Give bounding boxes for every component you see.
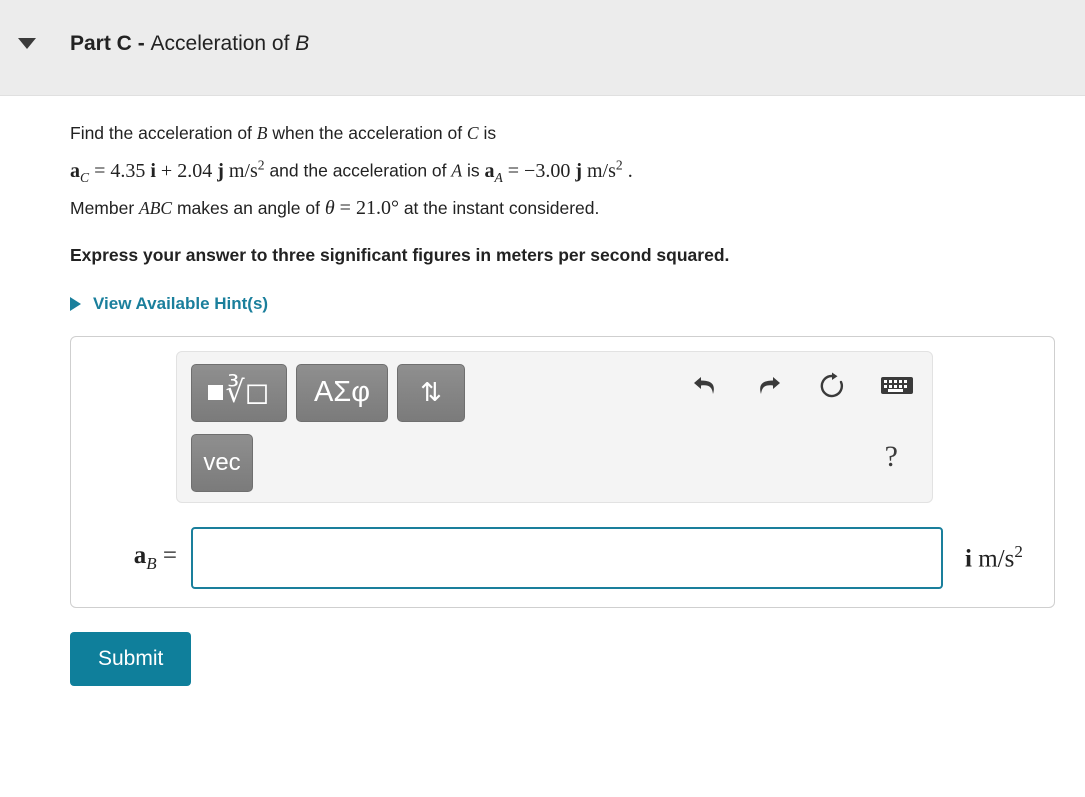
i-hat-1: i xyxy=(150,159,156,182)
sqrt-icon xyxy=(208,375,270,409)
part-label: Part C xyxy=(70,32,132,55)
undo-icon[interactable] xyxy=(690,373,720,399)
units-text: m/s xyxy=(978,545,1015,573)
greek-symbols-button[interactable] xyxy=(296,364,388,422)
arrow-updown-button[interactable] xyxy=(397,364,465,422)
aA-subscript: A xyxy=(494,169,503,185)
var-B-1: B xyxy=(256,123,268,143)
aA-equals: = xyxy=(507,159,520,182)
period-1: . xyxy=(627,159,633,182)
var-A-1: A xyxy=(451,160,463,181)
aC-plus: + xyxy=(160,159,173,182)
redo-icon[interactable] xyxy=(754,373,784,399)
answer-instruction: Express your answer to three significant figures in meters per second squared. xyxy=(70,244,730,265)
collapse-triangle-icon[interactable] xyxy=(18,38,36,49)
triangle-right-icon xyxy=(70,297,81,311)
i-hat-units: i xyxy=(965,545,972,573)
toolbar-icon-group xyxy=(690,372,914,400)
q-text-3: is xyxy=(478,123,497,143)
placeholder-box-icon xyxy=(208,385,223,400)
reset-icon[interactable] xyxy=(818,372,846,400)
answer-input[interactable] xyxy=(191,527,943,589)
units-exp-2: 2 xyxy=(615,157,623,172)
q-text-2: when the acceleration of xyxy=(267,123,467,143)
aB-subscript: B xyxy=(146,553,157,573)
question-line-3 xyxy=(70,193,1030,224)
units-1: m/s xyxy=(228,159,258,182)
part-separator: - xyxy=(131,32,151,55)
question-line-2 xyxy=(70,149,1030,193)
page-title xyxy=(70,32,309,56)
aC-equals: = xyxy=(94,159,106,182)
j-hat-2: j xyxy=(575,159,582,182)
radical-icon: ∛◻ xyxy=(225,375,270,409)
q-text-7: makes an angle of xyxy=(172,197,325,218)
aC-i-value: 4.35 xyxy=(110,159,146,182)
vector-label: vec xyxy=(203,448,241,476)
answer-panel xyxy=(70,336,1055,608)
answer-units xyxy=(965,542,1023,573)
q-text-4: and the acceleration of xyxy=(264,160,452,181)
submit-button[interactable]: Submit xyxy=(70,632,191,686)
q-text-8: at the instant considered. xyxy=(398,197,600,218)
q-text-6: Member xyxy=(70,197,140,218)
question-line-1 xyxy=(70,118,1030,149)
aA-value: −3.00 xyxy=(524,159,571,182)
aA-symbol: a xyxy=(484,159,495,182)
j-hat-1: j xyxy=(217,159,224,182)
keyboard-icon[interactable] xyxy=(880,374,914,398)
units-exponent: 2 xyxy=(1014,541,1023,561)
arrow-updown-icon: ⇅ xyxy=(420,377,442,408)
q-text-5: is xyxy=(462,160,485,181)
help-button[interactable]: ? xyxy=(884,439,898,473)
part-header xyxy=(0,0,1085,96)
part-subtitle: Acceleration of B xyxy=(150,32,310,55)
aB-equals: = xyxy=(162,541,177,569)
vector-button[interactable] xyxy=(191,434,253,492)
sqrt-template-button[interactable] xyxy=(191,364,287,422)
view-hints-label: View Available Hint(s) xyxy=(93,293,269,313)
q-text-1: Find the acceleration of xyxy=(70,123,257,143)
units-exp-1: 2 xyxy=(257,157,265,172)
aC-symbol: a xyxy=(70,159,80,182)
var-ABC: ABC xyxy=(139,197,173,218)
aB-symbol: a xyxy=(133,541,147,569)
aC-subscript: C xyxy=(80,169,90,185)
math-toolbar xyxy=(176,351,933,503)
units-2: m/s xyxy=(587,159,616,182)
answer-row xyxy=(71,527,1054,589)
var-C-1: C xyxy=(466,123,479,143)
answer-label xyxy=(89,542,177,574)
question-text xyxy=(70,118,1030,224)
view-hints-link[interactable] xyxy=(70,294,390,314)
theta-value: 21.0° xyxy=(355,196,399,219)
part-content xyxy=(0,118,1085,686)
theta-symbol: θ xyxy=(324,196,335,219)
theta-equals: = xyxy=(339,196,351,219)
greek-symbols-label: ΑΣφ xyxy=(313,376,371,409)
aC-j-value: 2.04 xyxy=(177,159,213,182)
